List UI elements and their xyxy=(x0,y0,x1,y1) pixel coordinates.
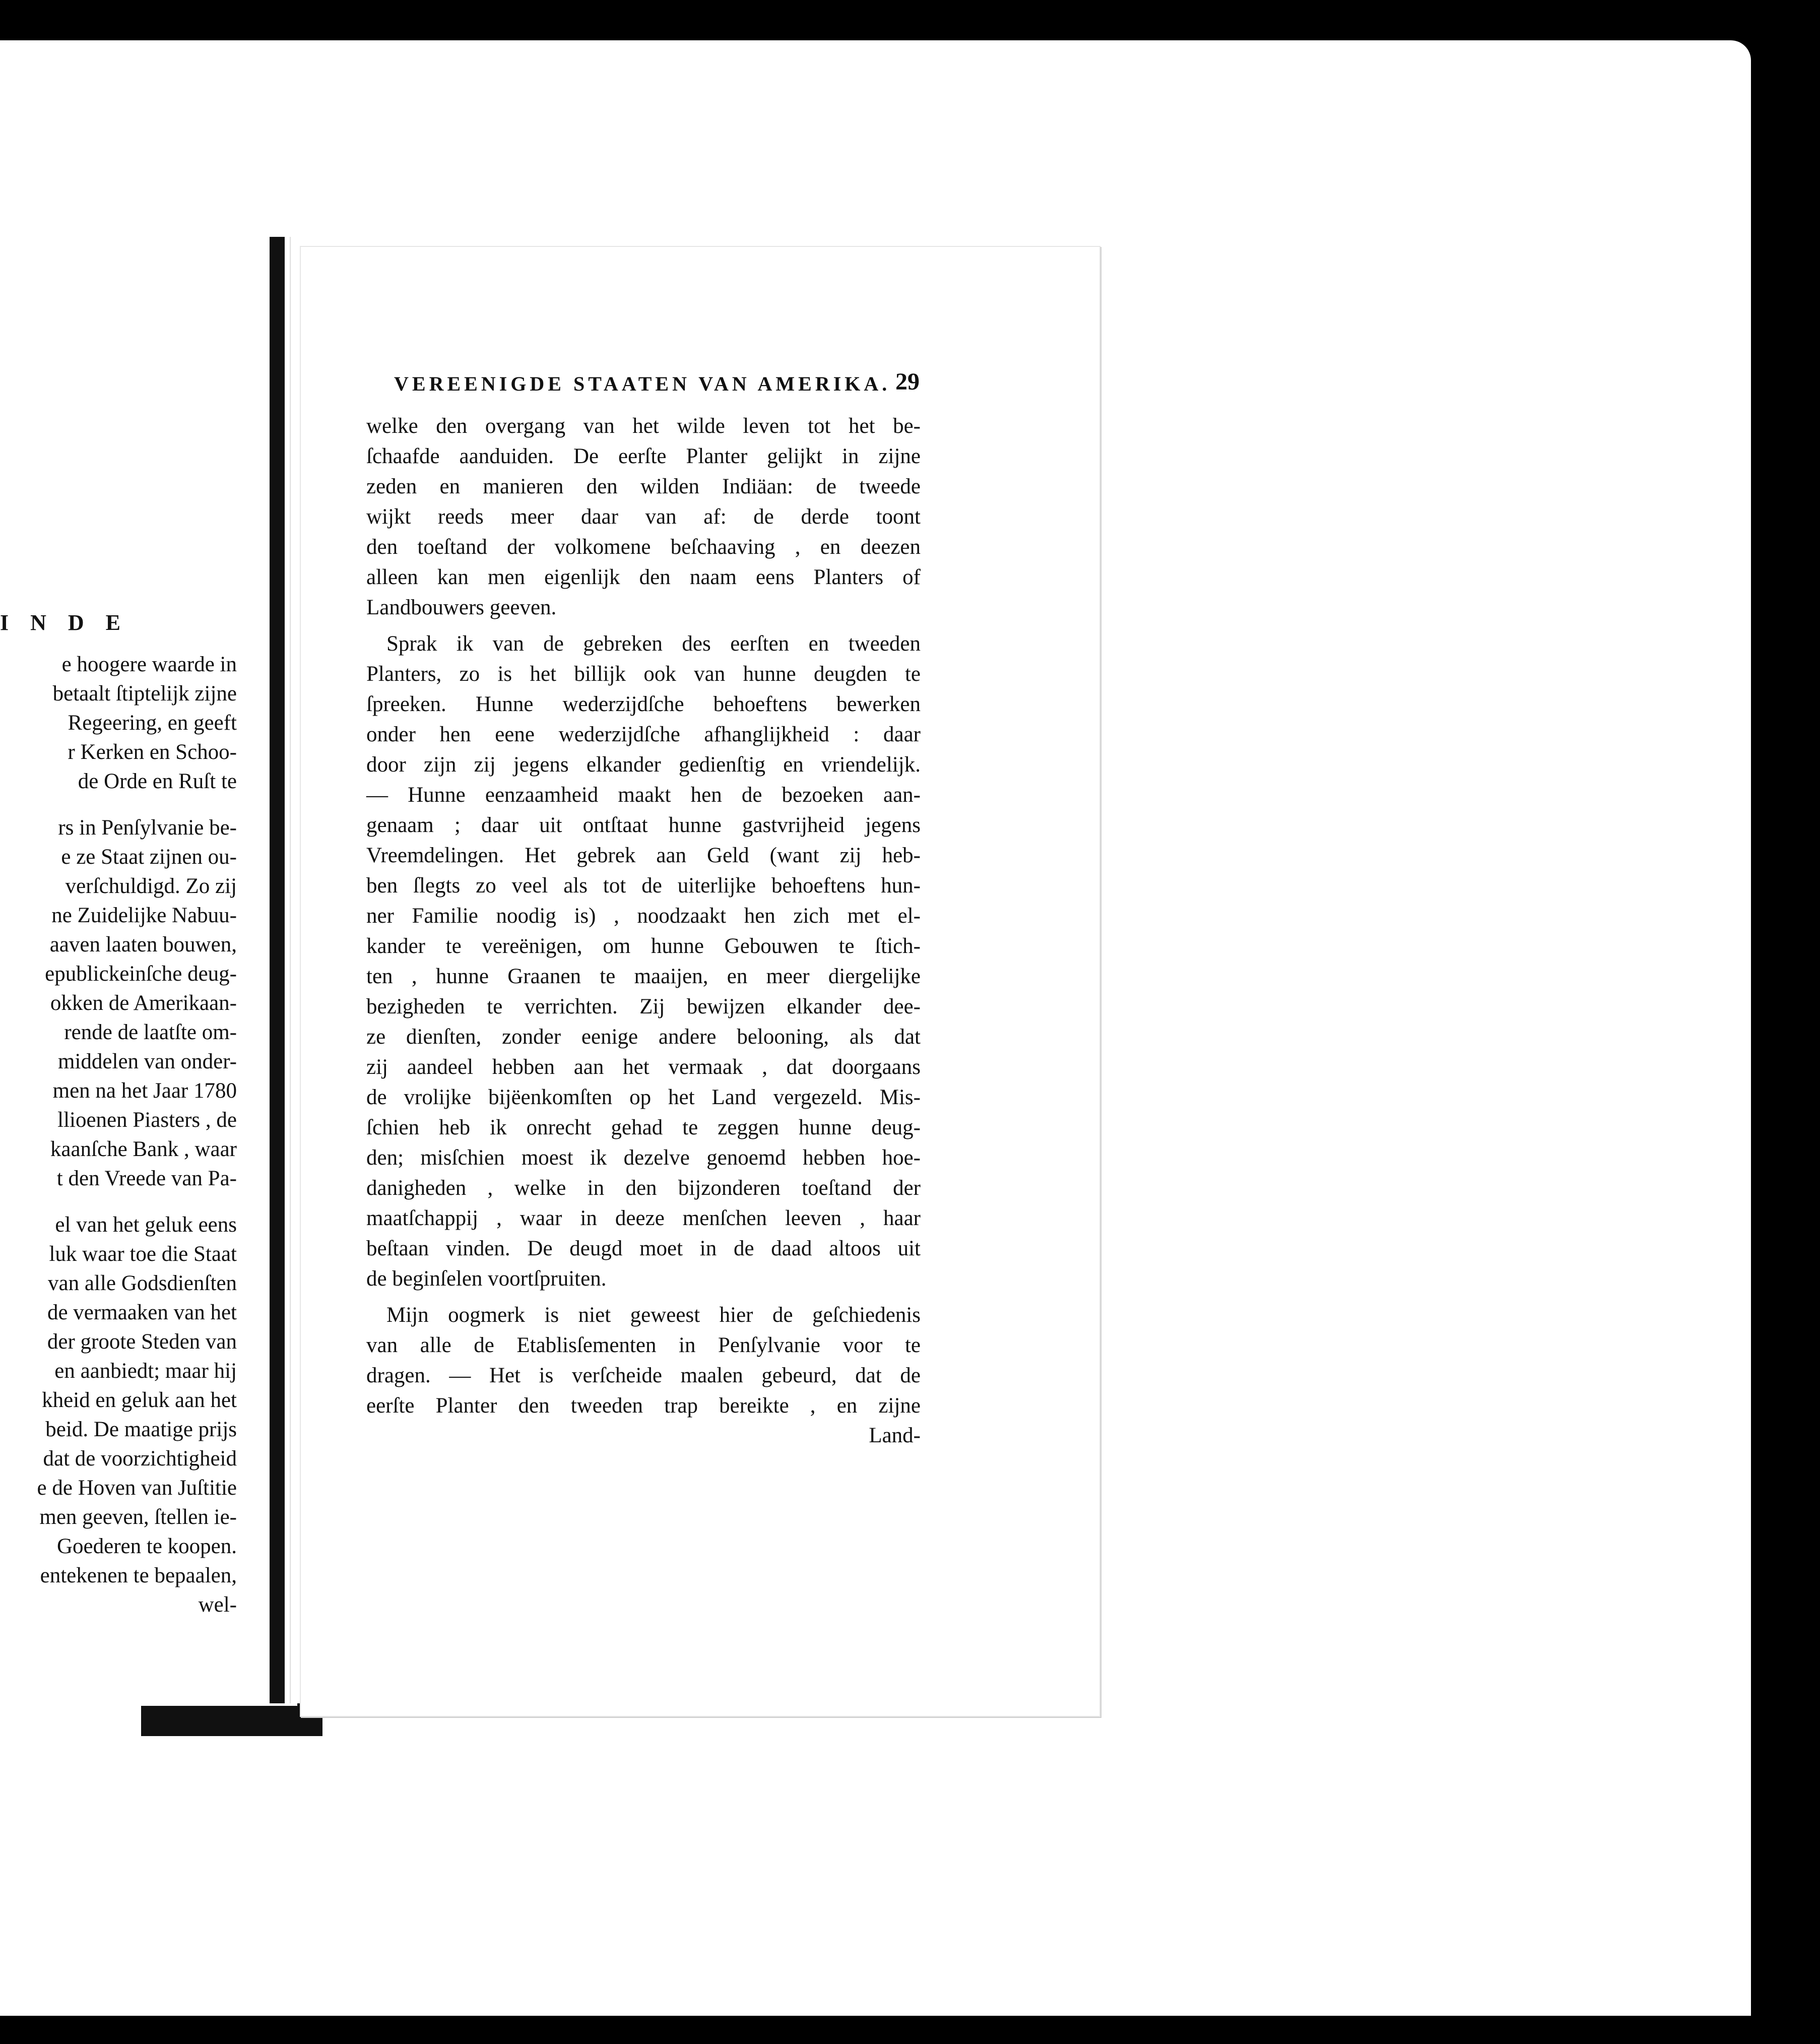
text-line: den toeſtand der volkomene beſchaaving , en deezen xyxy=(366,535,921,559)
paragraph-gap xyxy=(0,796,237,813)
text-line: middelen van onder- xyxy=(58,1050,237,1073)
body-text xyxy=(366,411,921,1421)
text-line: dat de voorzichtigheid xyxy=(43,1447,237,1471)
page-number: 29 xyxy=(895,368,920,395)
text-line: okken de Amerikaan- xyxy=(50,991,237,1015)
text-line: en aanbiedt; maar hij xyxy=(54,1359,237,1383)
text-line: zeden en manieren den wilden Indiäan: de tweede xyxy=(366,475,921,498)
text-line: onder hen eene wederzijdſche afhanglijkheid : daar xyxy=(366,723,921,746)
text-line: el van het geluk eens xyxy=(55,1213,237,1237)
text-line: e de Hoven van Juſtitie xyxy=(37,1476,237,1500)
text-line: ſchien heb ik onrecht gehad te zeggen hunne deug- xyxy=(366,1116,921,1139)
text-line: wijkt reeds meer daar van af: de derde toont xyxy=(366,505,921,529)
text-line: wel- xyxy=(198,1593,237,1617)
scan-edge-shadow xyxy=(141,1706,320,1736)
text-line: de vermaaken van het xyxy=(47,1301,237,1324)
left-page xyxy=(0,237,291,1703)
text-line: men na het Jaar 1780 xyxy=(52,1079,237,1103)
text-line: Regeering, en geeft xyxy=(68,711,237,735)
text-line: e ze Staat zijnen ou- xyxy=(61,845,237,869)
text-line: t den Vreede van Pa- xyxy=(56,1167,237,1190)
text-line: de Orde en Ruſt te xyxy=(78,770,237,793)
text-line: de vrolijke bijëenkomſten op het Land vergezeld. Mis- xyxy=(366,1085,921,1109)
text-line: ben ſlegts zo veel als tot de uiterlijke behoeftens hun- xyxy=(366,874,921,898)
left-page-text xyxy=(0,650,237,1620)
text-line: de beginſelen voortſpruiten. xyxy=(366,1267,607,1291)
text-line: bezigheden te verrichten. Zij bewijzen elkander dee- xyxy=(366,995,921,1018)
text-line: maatſchappij , waar in deeze menſchen leeven , haar xyxy=(366,1206,921,1230)
text-line: danigheden , welke in den bijzonderen toeſtand der xyxy=(366,1176,921,1200)
text-line: ten , hunne Graanen te maaijen, en meer diergelijke xyxy=(366,965,921,988)
text-line: ſchaafde aanduiden. De eerſte Planter gelijkt in zijne xyxy=(366,444,921,468)
text-line: r Kerken en Schoo- xyxy=(68,740,237,764)
paragraph-gap xyxy=(366,1294,921,1300)
text-line: men geeven, ſtellen ie- xyxy=(39,1505,237,1529)
text-line: ze dienſten, zonder eenige andere belooning, als dat xyxy=(366,1025,921,1049)
text-line: eerſte Planter den tweeden trap bereikte , en zijne xyxy=(366,1394,921,1418)
text-line: dragen. — Het is verſcheide maalen gebeurd, dat de xyxy=(366,1364,921,1387)
text-line: der groote Steden van xyxy=(47,1330,237,1354)
text-line: e hoogere waarde in xyxy=(61,653,237,676)
text-line: kander te vereënigen, om hunne Gebouwen te ſtich- xyxy=(366,934,921,958)
text-line: — Hunne eenzaamheid maakt hen de bezoeken aan- xyxy=(366,783,921,807)
left-running-head: I N D E xyxy=(0,610,129,635)
text-line: beſtaan vinden. De deugd moet in de daad altoos uit xyxy=(366,1237,921,1260)
text-line: alleen kan men eigenlijk den naam eens Planters of xyxy=(366,565,921,589)
text-line: aaven laaten bouwen, xyxy=(49,933,237,956)
text-line: welke den overgang van het wilde leven tot het be- xyxy=(366,414,921,438)
text-line: Planters, zo is het billijk ook van hunne deugden te xyxy=(366,662,921,686)
text-line: llioenen Piasters , de xyxy=(57,1108,237,1132)
text-line: zij aandeel hebben aan het vermaak , dat doorgaans xyxy=(366,1055,921,1079)
text-line: kheid en geluk aan het xyxy=(42,1388,237,1412)
text-line: beid. De maatige prijs xyxy=(45,1418,237,1441)
binding-gutter xyxy=(270,237,285,1703)
text-line: luk waar toe die Staat xyxy=(49,1242,237,1266)
text-line: van alle de Etablisſementen in Penſylvanie voor te xyxy=(366,1333,921,1357)
right-page xyxy=(300,246,1100,1717)
text-line: epublickeinſche deug- xyxy=(45,962,237,986)
text-line: rende de laatſte om- xyxy=(64,1020,237,1044)
text-line: door zijn zij jegens elkander gedienſtig en vriendelijk. xyxy=(366,753,921,777)
text-line: ne Zuidelijke Nabuu- xyxy=(51,904,237,927)
text-line: genaam ; daar uit ontſtaat hunne gastvrijheid jegens xyxy=(366,813,921,837)
text-line: entekenen te bepaalen, xyxy=(40,1564,237,1587)
text-line: Sprak ik van de gebreken des eerſten en tweeden xyxy=(386,632,921,656)
text-line: Landbouwers geeven. xyxy=(366,596,557,619)
text-line: van alle Godsdienſten xyxy=(48,1271,237,1295)
running-head: VEREENIGDE STAATEN VAN AMERIKA. xyxy=(394,372,891,395)
text-line: kaanſche Bank , waar xyxy=(50,1137,237,1161)
text-line: Goederen te koopen. xyxy=(57,1535,237,1558)
text-line: Mijn oogmerk is niet geweest hier de geſchiedenis xyxy=(386,1303,921,1327)
text-line: Vreemdelingen. Het gebrek aan Geld (want zij heb- xyxy=(366,844,921,867)
text-line: betaalt ſtiptelijk zijne xyxy=(52,682,237,706)
paragraph-gap xyxy=(366,623,921,629)
catchword: Land- xyxy=(869,1424,921,1447)
text-line: verſchuldigd. Zo zij xyxy=(65,874,237,898)
text-line: ner Familie noodig is) , noodzaakt hen zich met el- xyxy=(366,904,921,928)
text-line: den; misſchien moest ik dezelve genoemd hebben hoe- xyxy=(366,1146,921,1170)
paragraph-gap xyxy=(0,1193,237,1210)
text-line: ſpreeken. Hunne wederzijdſche behoeftens bewerken xyxy=(366,692,921,716)
text-line: rs in Penſylvanie be- xyxy=(58,816,237,840)
